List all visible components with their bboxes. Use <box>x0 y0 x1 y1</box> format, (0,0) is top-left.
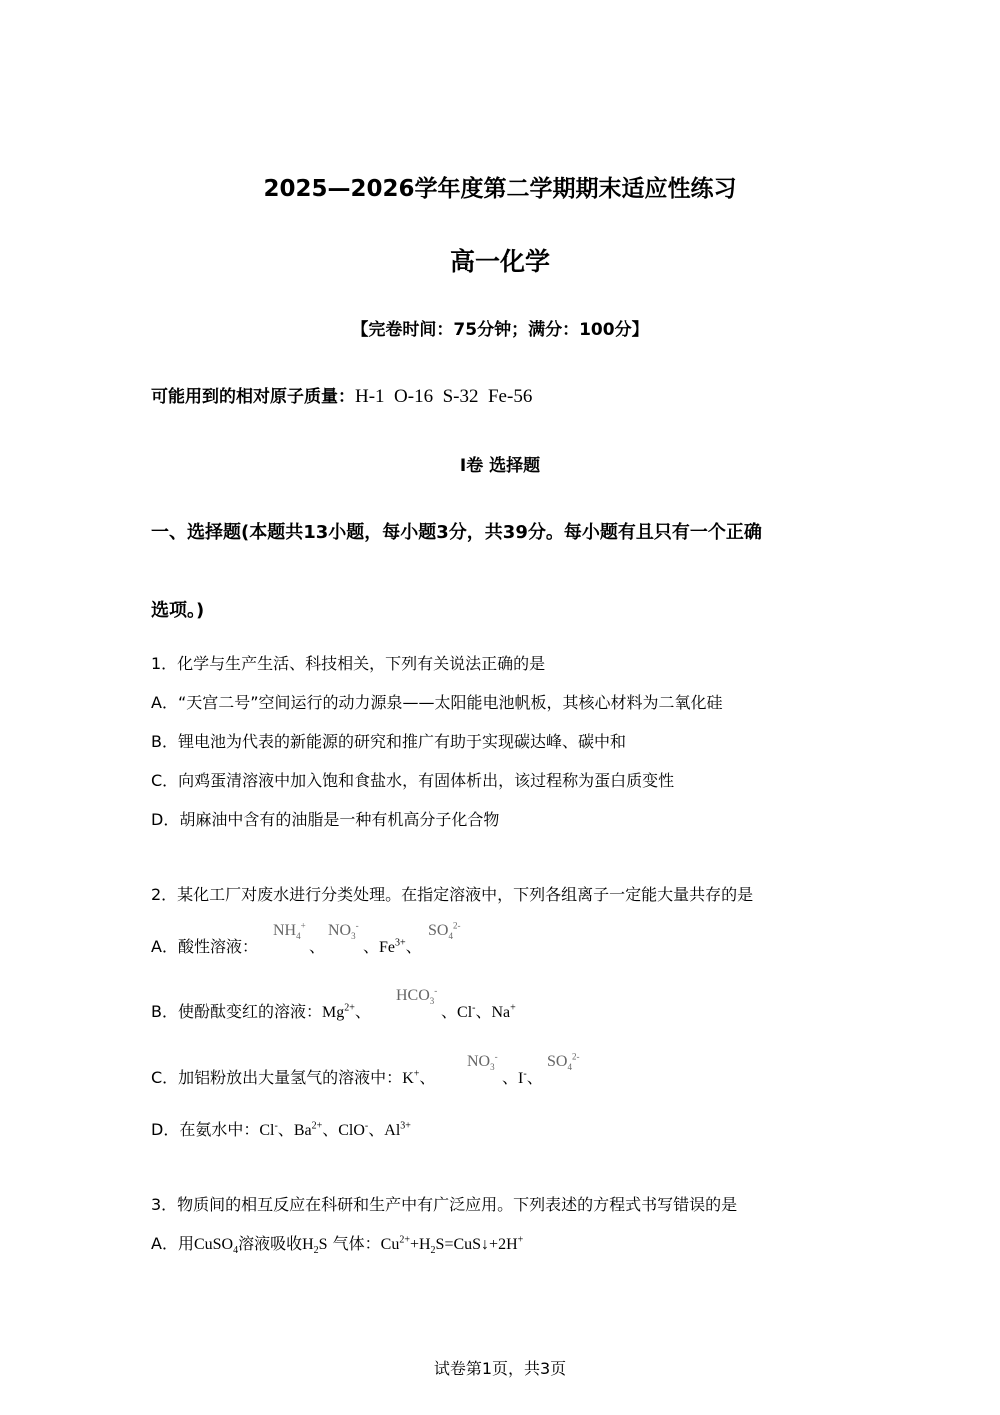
q1-option-a: A．“天宫二号”空间运行的动力源泉——太阳能电池帆板，其核心材料为二氧化硅 <box>151 693 723 712</box>
ion-group-cl-na: 、Cl-、Na+ <box>441 1002 516 1021</box>
q1-stem: 1．化学与生产生活、科技相关，下列有关说法正确的是 <box>151 654 546 673</box>
ion-bicarbonate: $HCO_3^-$ <box>396 985 438 1007</box>
part-heading-line1: 一、选择题(本题共13小题，每小题3分，共39分。每小题有且只有一个正确 <box>151 522 762 543</box>
q3-stem: 3．物质间的相互反应在科研和生产中有广泛应用。下列表述的方程式书写错误的是 <box>151 1195 738 1214</box>
atomic-mass-line <box>151 382 532 408</box>
q3-option-a: A．用CuSO$_4$溶液吸收$H_2S$ 气体：$Cu^{2+}+H_2S=CuS↓+2H^+$ <box>151 1234 524 1257</box>
q2-option-a <box>151 934 258 957</box>
atomic-mass-values: H-1 O-16 S-32 Fe-56 <box>355 386 533 407</box>
q1-option-d: D．胡麻油中含有的油脂是一种有机高分子化合物 <box>151 810 500 829</box>
ion-sulfate: $SO_4^{2-}$ <box>428 920 461 942</box>
ion-potassium: K+ <box>402 1068 420 1087</box>
q2-option-c: C．加铝粉放出大量氢气的溶液中：K+、 <box>151 1068 436 1087</box>
ion-group-d: Cl-、$Ba^{2+}$、ClO-、$Al^{3+}$ <box>259 1120 411 1139</box>
ion-ammonium: $NH_4^+$ <box>273 920 306 942</box>
q2-option-c-label: C．加铝粉放出大量氢气的溶液中： <box>151 1068 403 1087</box>
part-heading-line2: 选项。) <box>151 600 205 621</box>
q1-option-c: C．向鸡蛋清溶液中加入饱和食盐水，有固体析出，该过程称为蛋白质变性 <box>151 771 675 790</box>
ion-sulfate-c: $SO_4^{2-}$ <box>547 1051 580 1073</box>
q2-option-d-label: D．在氨水中： <box>151 1120 260 1139</box>
q1-option-b: B．锂电池为代表的新能源的研究和推广有助于实现碳达峰、碳中和 <box>151 732 626 751</box>
q2-option-b-label: B．使酚酞变红的溶液： <box>151 1002 322 1021</box>
ion-magnesium: $Mg^{2+}$ <box>321 1002 355 1021</box>
subject-title: 高一化学 <box>449 247 550 276</box>
q3-equation: $Cu^{2+}+H_2S=CuS↓+2H^+$ <box>380 1234 524 1257</box>
q2-option-a-label: A．酸性溶液： <box>151 937 258 956</box>
ion-group-fe: 、$Fe^{3+}$、 <box>363 937 422 956</box>
q2-option-b: B．使酚酞变红的溶液：$Mg^{2+}$、 <box>151 1002 371 1021</box>
ion-group-iodide: 、I-、 <box>502 1068 543 1087</box>
section-title: Ⅰ卷 选择题 <box>459 456 541 476</box>
q2-option-d <box>151 1117 411 1140</box>
separator: 、 <box>309 937 326 956</box>
q2-stem: 2．某化工厂对废水进行分类处理。在指定溶液中，下列各组离子一定能大量共存的是 <box>151 885 754 904</box>
page-footer: 试卷第1页，共3页 <box>433 1359 567 1378</box>
exam-title: 2025—2026学年度第二学期期末适应性练习 <box>263 176 737 202</box>
exam-info: 【完卷时间：75分钟；满分：100分】 <box>351 320 649 340</box>
atomic-mass-label: 可能用到的相对原子质量： <box>151 387 355 407</box>
ion-nitrate: $NO_3^-$ <box>328 920 359 942</box>
ion-nitrate-c: $NO_3^-$ <box>467 1051 498 1073</box>
